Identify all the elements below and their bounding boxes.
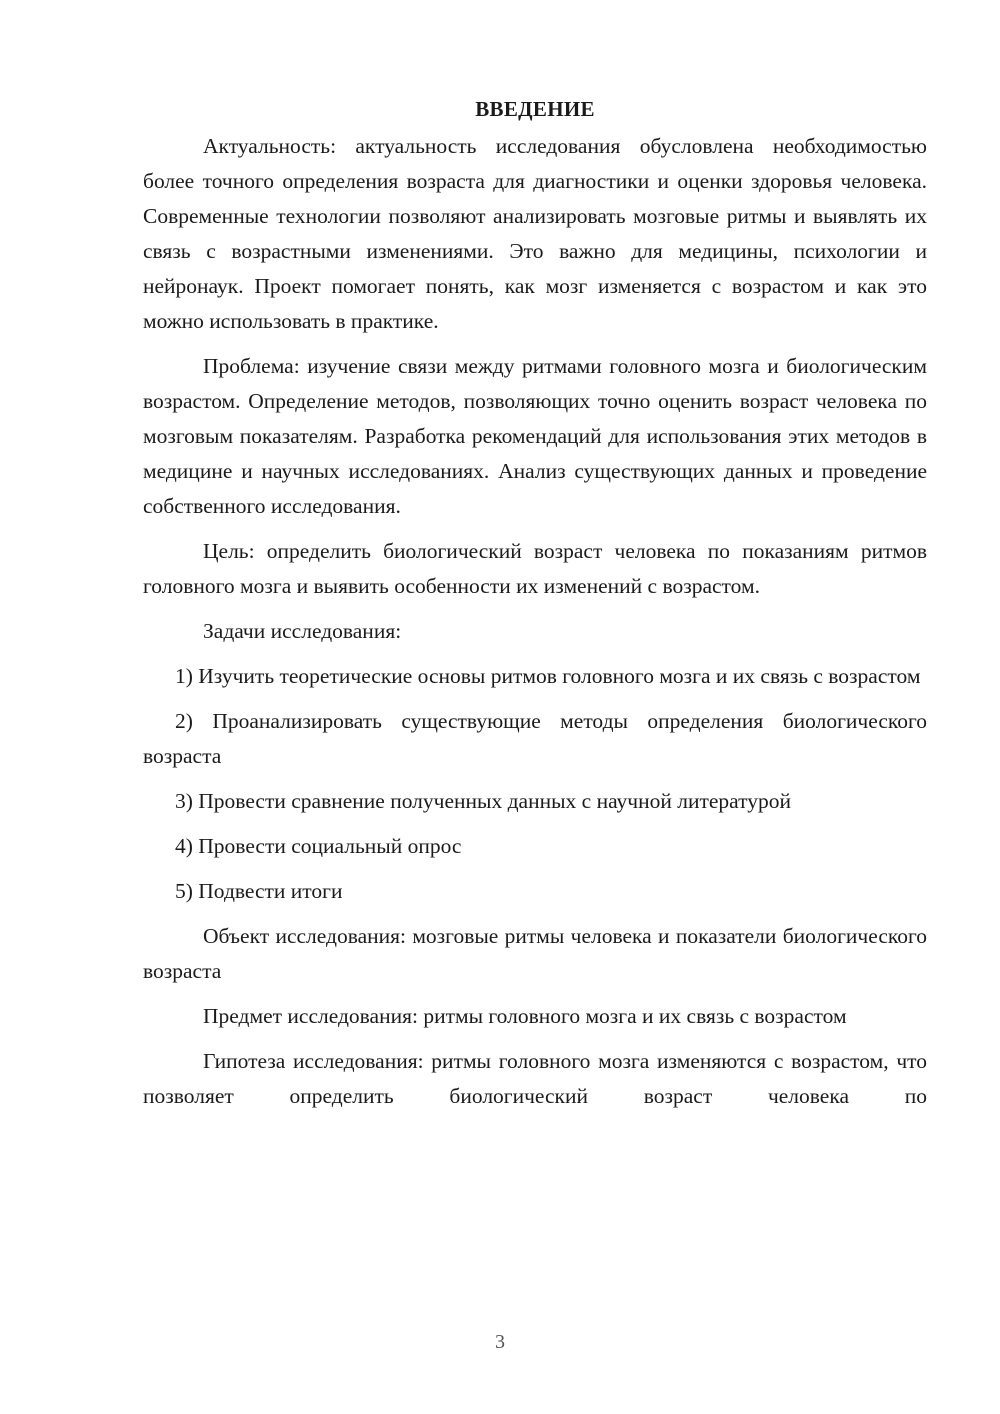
document-page [143, 92, 927, 1124]
paragraph-object: Объект исследования: мозговые ритмы человека и показатели биологического возраста [143, 924, 927, 983]
paragraph-goal: Цель: определить биологический возраст человека по показаниям ритмов головного мозга и выявить особенности их изменений с возрастом. [143, 539, 927, 598]
section-heading: ВВЕДЕНИЕ [475, 97, 595, 121]
task-item-4: 4) Провести социальный опрос [175, 834, 462, 858]
paragraph-problem: Проблема: изучение связи между ритмами головного мозга и биологическим возрастом. Определение методов, позволяющих точно оценить возраст человека по мозговым показателям. Разработка рекомендаций для использования этих методов в медицине и научных исследованиях. Анализ существующих данных и проведение собственного исследования. [143, 354, 927, 518]
task-item-2: 2) Проанализировать существующие методы определения биологического возраста [143, 709, 927, 768]
page-number: 3 [495, 1331, 505, 1353]
paragraph-relevance: Актуальность: актуальность исследования обусловлена необходимостью более точного определения возраста для диагностики и оценки здоровья человека. Современные технологии позволяют анализировать мозговые ритмы и выявлять их связь с возрастными изменениями. Это важно для медицины, психологии и нейронаук. Проект помогает понять, как мозг изменяется с возрастом и как это можно использовать в практике. [143, 134, 927, 333]
task-item-3: 3) Провести сравнение полученных данных с научной литературой [175, 789, 792, 813]
task-item-5: 5) Подвести итоги [175, 879, 343, 903]
paragraph-tasks-title: Задачи исследования: [203, 619, 402, 643]
paragraph-hypothesis: Гипотеза исследования: ритмы головного мозга изменяются с возрастом, что позволяет определить биологический возраст человека по [143, 1049, 927, 1108]
task-item-1: 1) Изучить теоретические основы ритмов головного мозга и их связь с возрастом [175, 664, 921, 688]
paragraph-subject: Предмет исследования: ритмы головного мозга и их связь с возрастом [203, 1004, 847, 1028]
